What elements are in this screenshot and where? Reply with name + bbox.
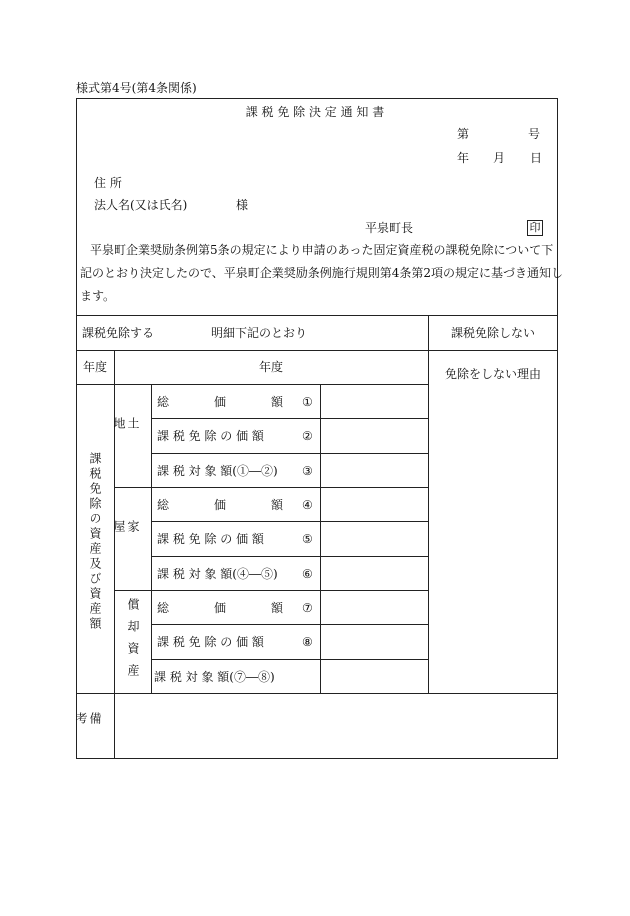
number-suffix: 号 [528, 127, 541, 141]
group-depreciable-name: 償却資産 [126, 598, 140, 686]
corp-name-label: 法人名(又は氏名) [94, 198, 188, 212]
value-cell-9[interactable] [321, 660, 428, 693]
label-part: 価 [213, 498, 226, 512]
value-cell-2[interactable] [321, 419, 428, 453]
label-depreciable-total [157, 601, 283, 615]
mayor-label: 平泉町長 [365, 221, 414, 235]
frame-right-line [557, 98, 558, 758]
num-3: ③ [302, 464, 313, 478]
form-reference: 様式第4号(第4条関係) [76, 81, 197, 95]
body-line-2: 記のとおり決定したので、平泉町企業奨励条例施行規則第4条第2項の規定に基づき通知し [80, 266, 564, 280]
asset-vertical-label: 課税免除の資産及び資産額 [88, 452, 102, 632]
label-building-taxable: 課 税 対 象 額(④―⑤) [157, 567, 278, 581]
details-label: 明細下記のとおり [211, 326, 308, 340]
label-part: 総 [157, 498, 170, 512]
value-cell-5[interactable] [321, 522, 428, 556]
number-prefix: 第 [457, 127, 470, 141]
reason-label: 免除をしない理由 [444, 367, 541, 381]
num-7: ⑦ [302, 601, 313, 615]
label-part: 総 [157, 601, 170, 615]
label-part: 額 [270, 395, 283, 409]
seal-mark: 印 [527, 220, 543, 236]
label-part: 額 [270, 601, 283, 615]
not-exempt-label: 課税免除しない [450, 326, 535, 340]
value-cell-8[interactable] [321, 625, 428, 659]
date-month: 月 [493, 151, 506, 165]
label-building-exempt: 課 税 免 除 の 価 額 [157, 532, 264, 546]
value-cell-7[interactable] [321, 591, 428, 624]
year-label: 年度 [82, 360, 107, 374]
frame-bottom-line [76, 758, 558, 759]
label-depreciable-taxable: 課 税 対 象 額(⑦―⑧) [154, 670, 275, 684]
num-6: ⑥ [302, 567, 313, 581]
remarks-label: 備考 [74, 712, 102, 744]
remarks-field[interactable] [115, 694, 557, 758]
frame-left-line [76, 98, 77, 758]
honorific: 様 [236, 198, 249, 212]
num-2: ② [302, 429, 313, 443]
label-depreciable-exempt: 課 税 免 除 の 価 額 [157, 635, 264, 649]
label-building-total [157, 498, 283, 512]
year-value-label: 年度 [258, 360, 283, 374]
body-line-3: ます。 [80, 289, 116, 303]
num-8: ⑧ [302, 635, 313, 649]
exempt-label: 課税免除する [82, 326, 155, 340]
value-cell-4[interactable] [321, 488, 428, 521]
value-cell-3[interactable] [321, 454, 428, 487]
value-cell-6[interactable] [321, 557, 428, 590]
table-top-line [76, 315, 557, 316]
value-cell-1[interactable] [321, 385, 428, 418]
num-5: ⑤ [302, 532, 313, 546]
num-1: ① [302, 395, 313, 409]
row-line-exempt [76, 350, 557, 351]
frame-top-line [76, 98, 557, 99]
label-part: 総 [157, 395, 170, 409]
label-land-exempt: 課 税 免 除 の 価 額 [157, 429, 264, 443]
label-land-total [157, 395, 283, 409]
group-building-name: 家屋 [112, 520, 140, 570]
col-line-group [151, 384, 152, 694]
num-4: ④ [302, 498, 313, 512]
group-land-name: 土地 [112, 417, 140, 467]
label-part: 価 [213, 601, 226, 615]
body-line-1: 平泉町企業奨励条例第5条の規定により申請のあった固定資産税の課税免除について下 [90, 243, 554, 257]
address-label: 住 所 [94, 176, 122, 190]
date-year: 年 [457, 151, 470, 165]
document-title: 課 税 免 除 決 定 通 知 書 [245, 105, 385, 119]
label-part: 額 [270, 498, 283, 512]
date-day: 日 [530, 151, 543, 165]
label-part: 価 [213, 395, 226, 409]
label-land-taxable: 課 税 対 象 額(①―②) [157, 464, 278, 478]
